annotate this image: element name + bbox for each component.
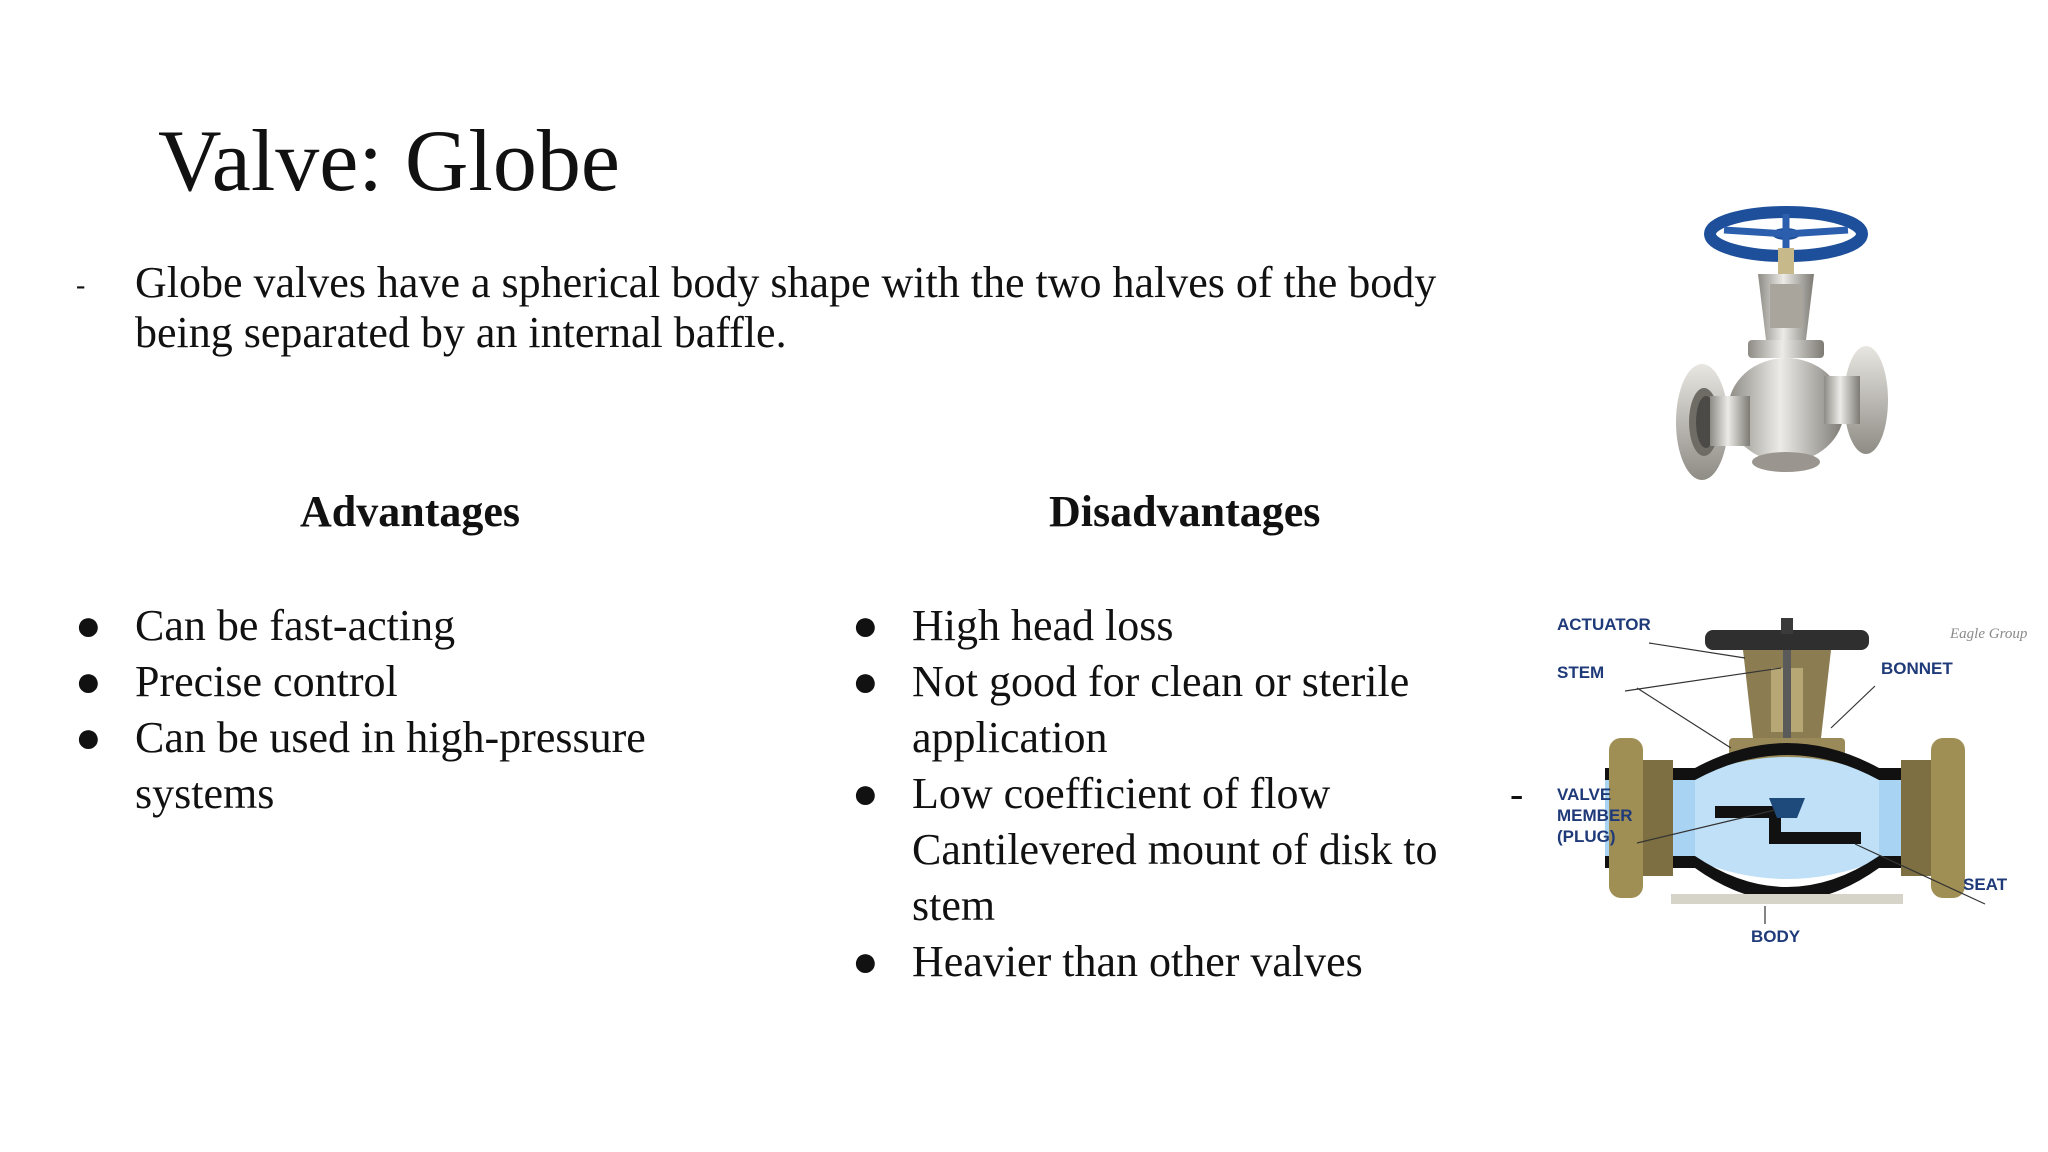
stray-dash: - — [1510, 771, 1524, 816]
label-actuator: ACTUATOR — [1557, 615, 1651, 634]
bullet-icon: ● — [852, 769, 879, 818]
intro-text: Globe valves have a spherical body shape with the two halves of the body being separated by an internal baffle. — [135, 258, 1437, 357]
list-item — [75, 598, 735, 654]
list-item — [852, 654, 1492, 766]
disadvantages-heading: Disadvantages — [1049, 487, 1321, 536]
list-item — [852, 822, 1492, 934]
bullet-icon: ● — [75, 657, 102, 706]
intro-dash: - — [76, 270, 86, 301]
slide-title: Valve: Globe — [158, 113, 620, 210]
list-item — [852, 598, 1492, 654]
label-valve-member-2: MEMBER — [1557, 806, 1633, 825]
eagle-group-watermark: Eagle Group — [1950, 626, 2028, 642]
list-item-text: Cantilevered mount of disk to stem — [912, 825, 1438, 930]
bullet-icon: ● — [852, 657, 879, 706]
list-item — [75, 710, 735, 822]
list-item-text: Not good for clean or sterile application — [912, 657, 1410, 762]
list-item-text: Can be fast-acting — [135, 601, 456, 650]
advantages-heading: Advantages — [300, 487, 521, 536]
bullet-icon: ● — [75, 713, 102, 762]
bullet-icon: ● — [75, 601, 102, 650]
disadvantages-list — [852, 598, 1492, 990]
list-item-text: Can be used in high-pressure systems — [135, 713, 646, 818]
globe-valve-photo — [1666, 200, 1906, 510]
list-item — [852, 934, 1492, 990]
label-bonnet: BONNET — [1881, 659, 1953, 678]
list-item-text: Heavier than other valves — [912, 937, 1363, 986]
list-item-text: Low coefficient of flow — [912, 769, 1331, 818]
advantages-list — [75, 598, 735, 822]
list-item — [75, 654, 735, 710]
bullet-icon: ● — [852, 601, 879, 650]
list-item-text: Precise control — [135, 657, 398, 706]
label-valve-member-1: VALVE — [1557, 785, 1612, 804]
label-body: BODY — [1751, 927, 1801, 946]
label-valve-member-3: (PLUG) — [1557, 827, 1616, 846]
label-seat: SEAT — [1963, 875, 2008, 894]
bullet-icon: ● — [852, 937, 879, 986]
list-item-text: High head loss — [912, 601, 1174, 650]
globe-valve-diagram — [1545, 598, 2028, 968]
label-stem: STEM — [1557, 663, 1605, 682]
list-item — [852, 766, 1492, 822]
